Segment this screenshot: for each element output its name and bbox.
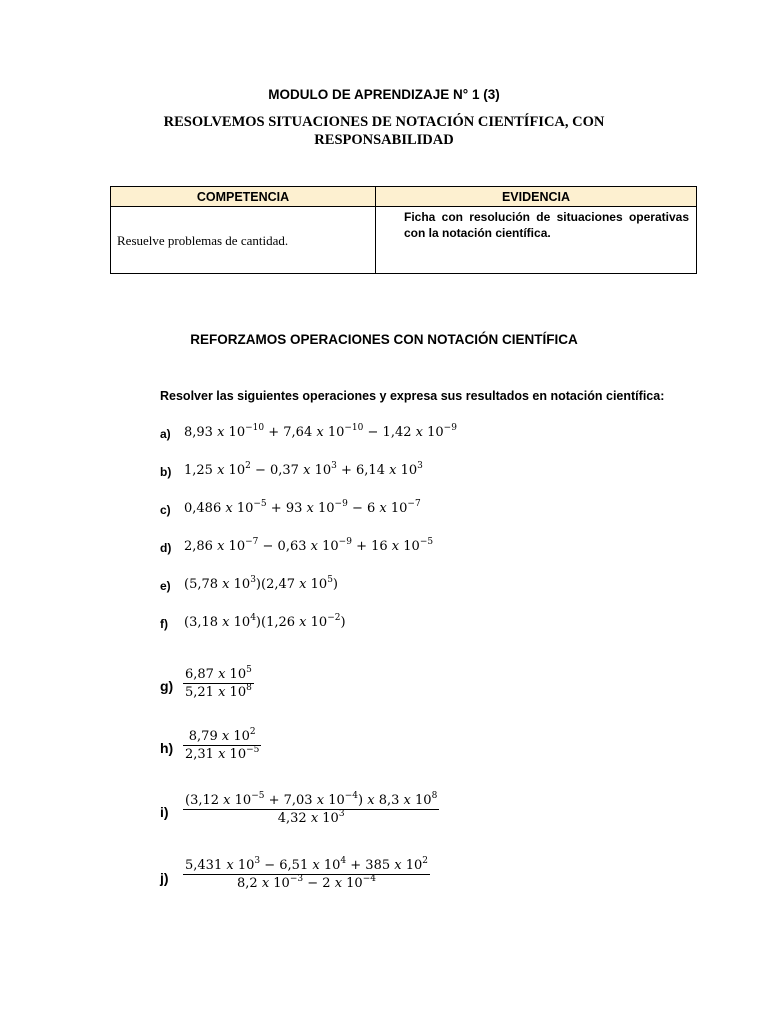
- exercise-i-label: i): [160, 804, 169, 820]
- exercise-f-expression: (3,18 x $10^4)(1,26$ x $10^{-2}$): [184, 613, 346, 630]
- exercise-a-expression: 8,93 x $10^{-10} + 7,64$ x $10^{-10} - 1,42$ x $10^{-9}$: [184, 423, 457, 440]
- competencia-cell: [111, 207, 376, 274]
- exercise-d-expression: 2,86 x $10^{-7} - 0,63$ x $10^{-9} + 16$ x $10^{-5}$: [184, 537, 434, 554]
- exercise-b-label: b): [160, 465, 172, 479]
- exercise-e-label: e): [160, 579, 171, 593]
- evidencia-cell: [376, 207, 697, 274]
- evidencia-text: Ficha con resolución de situaciones operativas con la notación científica.: [404, 210, 689, 240]
- exercise-f-label: f): [160, 617, 168, 631]
- exercise-b-expression: 1,25 x $10^2 - 0,37$ x $10^3 + 6,14$ x $10^3$: [184, 461, 423, 478]
- instruction-text: Resolver las siguientes operaciones y expresa sus resultados en notación científica:: [160, 389, 665, 403]
- exercise-j-label: j): [160, 870, 169, 886]
- exercise-g-label: g): [160, 678, 174, 694]
- exercise-e-expression: (5,78 x $10^3)(2,47$ x $10^5$): [184, 575, 338, 592]
- evidencia-header: EVIDENCIA: [376, 187, 697, 207]
- section-title: REFORZAMOS OPERACIONES CON NOTACIÓN CIENTÍFICA: [190, 332, 578, 347]
- exercise-a-label: a): [160, 427, 171, 441]
- exercise-c-expression: 0,486 x $10^{-5} + 93$ x $10^{-9} - 6$ x $10^{-7}$: [184, 499, 421, 516]
- exercise-d-label: d): [160, 541, 172, 555]
- exercise-g-expression: $\frac{6,87 x 10^5}{5,21 x 10^8}$: [185, 665, 252, 700]
- exercise-h-expression: $\frac{8,79 x 10^2}{2,31 x 10^{-5}}$: [185, 727, 260, 762]
- exercise-i-expression: $\frac{(3,12 x 10^{-5} + 7,03 x 10^{-4}) x 8,3 x 10^8}{4,32 x 10^3}$: [185, 791, 438, 826]
- exercise-j-expression: $\frac{5,431 x 10^3 - 6,51 x 10^4 + 385 x 10^2}{8,2 x 10^{-3} - 2 x 10^{-4}}$: [185, 856, 429, 891]
- module-title: MODULO DE APRENDIZAJE N° 1 (3): [268, 87, 500, 102]
- competencia-header: COMPETENCIA: [111, 187, 376, 207]
- competencia-text: Resuelve problemas de cantidad.: [117, 233, 289, 248]
- exercise-c-label: c): [160, 503, 171, 517]
- main-title: RESOLVEMOS SITUACIONES DE NOTACIÓN CIENTÍFICA, CON RESPONSABILIDAD: [163, 114, 605, 148]
- exercise-h-label: h): [160, 740, 174, 756]
- competency-table: [110, 186, 697, 274]
